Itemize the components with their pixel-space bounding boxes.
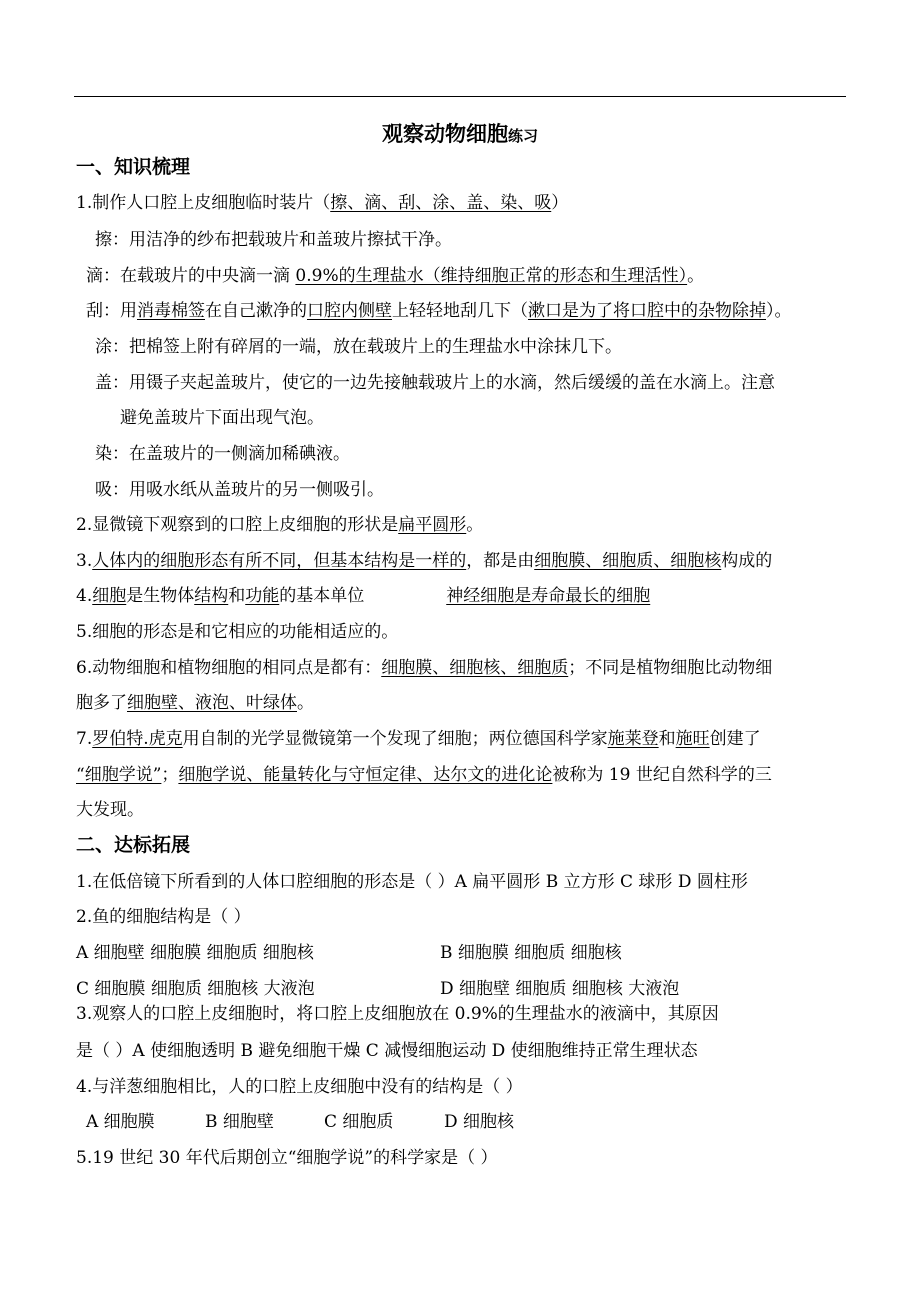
exercise-3-cont: 是（ ）A 使细胞透明 B 避免细胞干燥 C 减慢细胞运动 D 使细胞维持正常生理状态 [76, 1041, 698, 1061]
section-heading-knowledge: 一、知识梳理 [76, 156, 191, 178]
exercise-5: 5.19 世纪 30 年代后期创立“细胞学说”的科学家是（ ） [76, 1148, 498, 1168]
exercise-4-option-b: B 细胞壁 [205, 1112, 274, 1132]
step-xi: 吸：用吸水纸从盖玻片的另一侧吸引。 [95, 480, 384, 500]
exercise-2-option-c: C 细胞膜 细胞质 细胞核 大液泡 [76, 979, 315, 999]
item-1: 1.制作人口腔上皮细胞临时装片（擦、滴、刮、涂、盖、染、吸） [76, 193, 569, 213]
exercise-3: 3.观察人的口腔上皮细胞时，将口腔上皮细胞放在 0.9%的生理盐水的液滴中，其原因 [76, 1004, 719, 1024]
page-title: 观察动物细胞练习 [381, 122, 538, 146]
step-ran: 染：在盖玻片的一侧滴加稀碘液。 [95, 444, 350, 464]
item-6-cont: 胞多了细胞壁、液泡、叶绿体。 [76, 693, 314, 713]
exercise-2: 2.鱼的细胞结构是（ ） [76, 907, 251, 927]
item-4: 4.细胞是生物体结构和功能的基本单位 神经细胞是寿命最长的细胞 [76, 586, 651, 606]
exercise-2-option-d: D 细胞壁 细胞质 细胞核 大液泡 [440, 979, 680, 999]
step-ca: 擦：用洁净的纱布把载玻片和盖玻片擦拭干净。 [95, 230, 452, 250]
exercise-4: 4.与洋葱细胞相比，人的口腔上皮细胞中没有的结构是（ ） [76, 1077, 523, 1097]
step-di: 滴：在载玻片的中央滴一滴 0.9%的生理盐水（维持细胞正常的形态和生理活性）。 [86, 266, 705, 286]
step-gai: 盖：用镊子夹起盖玻片，使它的一边先接触载玻片上的水滴，然后缓缓的盖在水滴上。注意 [95, 373, 775, 393]
item-2: 2.显微镜下观察到的口腔上皮细胞的形状是扁平圆形。 [76, 515, 484, 535]
exercise-4-option-a: A 细胞膜 [86, 1112, 155, 1132]
step-tu: 涂：把棉签上附有碎屑的一端，放在载玻片上的生理盐水中涂抹几下。 [95, 337, 622, 357]
exercise-2-option-b: B 细胞膜 细胞质 细胞核 [440, 943, 622, 963]
step-gai-cont: 避免盖玻片下面出现气泡。 [120, 408, 324, 428]
item-5: 5.细胞的形态是和它相应的功能相适应的。 [76, 622, 399, 642]
item-3: 3.人体内的细胞形态有所不同，但基本结构是一样的，都是由细胞膜、细胞质、细胞核构成的 [76, 551, 773, 571]
top-rule [74, 96, 846, 97]
item-7-cont2: 大发现。 [76, 800, 144, 820]
item-7: 7.罗伯特.虎克用自制的光学显微镜第一个发现了细胞；两位德国科学家施莱登和施旺创建了 [76, 729, 761, 749]
section-heading-exercises: 二、达标拓展 [76, 834, 191, 856]
item-6: 6.动物细胞和植物细胞的相同点是都有：细胞膜、细胞核、细胞质；不同是植物细胞比动物细 [76, 658, 773, 678]
exercise-2-option-a: A 细胞壁 细胞膜 细胞质 细胞核 [76, 943, 314, 963]
exercise-1: 1.在低倍镜下所看到的人体口腔细胞的形态是（ ）A 扁平圆形 B 立方形 C 球形 D 圆柱形 [76, 872, 748, 892]
item-7-cont: “细胞学说”；细胞学说、能量转化与守恒定律、达尔文的进化论被称为 19 世纪自然科学的三 [76, 765, 772, 785]
exercise-4-option-c: C 细胞质 [324, 1112, 394, 1132]
step-gua: 刮：用消毒棉签在自己漱净的口腔内侧壁上轻轻地刮几下（漱口是为了将口腔中的杂物除掉）。 [86, 301, 792, 321]
exercise-4-option-d: D 细胞核 [444, 1112, 515, 1132]
